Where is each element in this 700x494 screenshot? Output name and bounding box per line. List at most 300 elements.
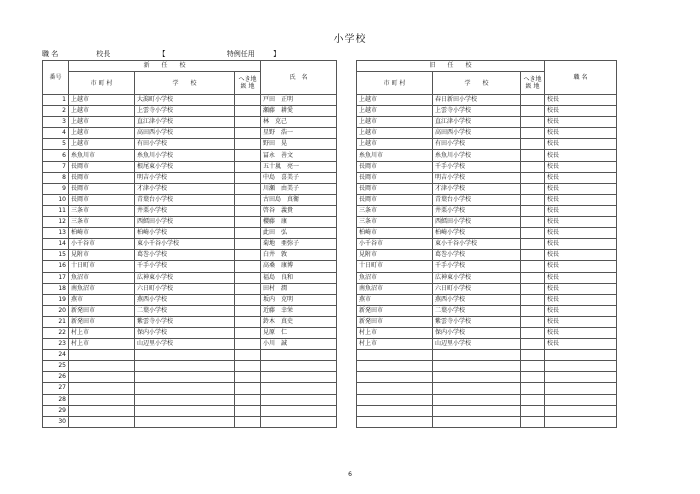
position-cell: 校長 bbox=[545, 283, 617, 294]
old-city-cell: 上越市 bbox=[357, 95, 433, 106]
gap-cell bbox=[337, 294, 357, 305]
position-cell: 校長 bbox=[545, 250, 617, 261]
position-cell: 校長 bbox=[545, 117, 617, 128]
old-city-cell: 長岡市 bbox=[357, 183, 433, 194]
old-remote-cell bbox=[521, 405, 545, 416]
position-cell: 校長 bbox=[545, 239, 617, 250]
header-name: 氏 名 bbox=[261, 61, 337, 95]
new-remote-cell bbox=[235, 150, 261, 161]
old-school-cell bbox=[433, 383, 521, 394]
old-remote-cell bbox=[521, 327, 545, 338]
old-remote-cell bbox=[521, 339, 545, 350]
person-name-cell: 此田 弘 bbox=[261, 228, 337, 239]
new-remote-cell bbox=[235, 95, 261, 106]
old-remote-cell bbox=[521, 272, 545, 283]
header-gap bbox=[337, 61, 357, 95]
gap-cell bbox=[337, 305, 357, 316]
person-name-cell bbox=[261, 383, 337, 394]
old-city-cell: 燕市 bbox=[357, 294, 433, 305]
old-school-cell: 明吉小学校 bbox=[433, 172, 521, 183]
new-remote-cell bbox=[235, 394, 261, 405]
table-row bbox=[43, 272, 617, 283]
new-city-cell: 三条市 bbox=[69, 217, 135, 228]
new-remote-cell bbox=[235, 294, 261, 305]
person-name-cell: 啓谷 義貴 bbox=[261, 205, 337, 216]
old-remote-cell bbox=[521, 239, 545, 250]
header-new-school: 新 任 校 bbox=[69, 61, 261, 72]
old-school-cell: 東小千谷小学校 bbox=[433, 239, 521, 250]
person-name-cell: 瀬藤 耕愛 bbox=[261, 106, 337, 117]
new-city-cell bbox=[69, 350, 135, 361]
row-number: 26 bbox=[43, 372, 69, 383]
table-row bbox=[43, 339, 617, 350]
row-number: 16 bbox=[43, 261, 69, 272]
new-school-cell: 西鱈田小学校 bbox=[135, 217, 235, 228]
new-city-cell: 上越市 bbox=[69, 106, 135, 117]
person-name-cell bbox=[261, 416, 337, 427]
old-city-cell: 村上市 bbox=[357, 327, 433, 338]
new-school-cell: 明吉小学校 bbox=[135, 172, 235, 183]
row-number: 14 bbox=[43, 239, 69, 250]
gap-cell bbox=[337, 139, 357, 150]
person-name-cell: 川瀬 由美子 bbox=[261, 183, 337, 194]
old-school-cell: 広神東小学校 bbox=[433, 272, 521, 283]
person-name-cell: 高桑 康博 bbox=[261, 261, 337, 272]
new-remote-cell bbox=[235, 161, 261, 172]
header-old-school-name: 学 校 bbox=[433, 72, 521, 95]
old-city-cell bbox=[357, 405, 433, 416]
new-city-cell: 魚沼市 bbox=[69, 272, 135, 283]
person-name-cell: 鈴木 真史 bbox=[261, 316, 337, 327]
gap-cell bbox=[337, 239, 357, 250]
gap-cell bbox=[337, 161, 357, 172]
person-name-cell: 星野 浩一 bbox=[261, 128, 337, 139]
row-number: 5 bbox=[43, 139, 69, 150]
old-school-cell: 有田小学校 bbox=[433, 139, 521, 150]
old-city-cell: 長岡市 bbox=[357, 194, 433, 205]
old-city-cell: 十日町市 bbox=[357, 261, 433, 272]
gap-cell bbox=[337, 316, 357, 327]
old-school-cell: 春日新田小学校 bbox=[433, 95, 521, 106]
old-city-cell: 上越市 bbox=[357, 139, 433, 150]
old-city-cell bbox=[357, 394, 433, 405]
new-city-cell bbox=[69, 394, 135, 405]
old-city-cell: 長岡市 bbox=[357, 161, 433, 172]
new-city-cell: 上越市 bbox=[69, 139, 135, 150]
old-school-cell: 西鱈田小学校 bbox=[433, 217, 521, 228]
new-city-cell: 柏崎市 bbox=[69, 228, 135, 239]
position-cell bbox=[545, 361, 617, 372]
table-row bbox=[43, 305, 617, 316]
old-remote-cell bbox=[521, 416, 545, 427]
person-name-cell: 小川 誠 bbox=[261, 339, 337, 350]
new-city-cell bbox=[69, 383, 135, 394]
new-city-cell: 長岡市 bbox=[69, 194, 135, 205]
person-name-cell: 櫻藤 康 bbox=[261, 217, 337, 228]
old-remote-cell bbox=[521, 205, 545, 216]
position-cell: 校長 bbox=[545, 327, 617, 338]
new-city-cell: 燕市 bbox=[69, 294, 135, 305]
position-cell: 校長 bbox=[545, 339, 617, 350]
old-city-cell: 南魚沼市 bbox=[357, 283, 433, 294]
new-school-cell: 柏崎小学校 bbox=[135, 228, 235, 239]
old-city-cell bbox=[357, 350, 433, 361]
old-school-cell: 柏崎小学校 bbox=[433, 228, 521, 239]
header-old-city: 市 町 村 bbox=[357, 72, 433, 95]
header-new-city: 市 町 村 bbox=[69, 72, 135, 95]
position-cell bbox=[545, 383, 617, 394]
new-remote-cell bbox=[235, 416, 261, 427]
new-city-cell: 小千谷市 bbox=[69, 239, 135, 250]
row-number: 11 bbox=[43, 205, 69, 216]
new-city-cell: 新発田市 bbox=[69, 305, 135, 316]
row-number: 28 bbox=[43, 394, 69, 405]
row-number: 7 bbox=[43, 161, 69, 172]
person-name-cell bbox=[261, 372, 337, 383]
gap-cell bbox=[337, 95, 357, 106]
row-number: 9 bbox=[43, 183, 69, 194]
old-remote-cell bbox=[521, 305, 545, 316]
table-row bbox=[43, 117, 617, 128]
person-name-cell: 古田島 真衛 bbox=[261, 194, 337, 205]
person-name-cell: 坂内 克明 bbox=[261, 294, 337, 305]
old-remote-cell bbox=[521, 217, 545, 228]
gap-cell bbox=[337, 405, 357, 416]
new-school-cell bbox=[135, 372, 235, 383]
position-cell: 校長 bbox=[545, 261, 617, 272]
old-school-cell bbox=[433, 350, 521, 361]
new-city-cell: 糸魚川市 bbox=[69, 150, 135, 161]
old-school-cell: 葛巻小学校 bbox=[433, 250, 521, 261]
table-row bbox=[43, 128, 617, 139]
old-city-cell: 上越市 bbox=[357, 106, 433, 117]
new-remote-cell bbox=[235, 239, 261, 250]
new-remote-cell bbox=[235, 261, 261, 272]
position-cell bbox=[545, 350, 617, 361]
old-city-cell: 三条市 bbox=[357, 205, 433, 216]
new-remote-cell bbox=[235, 272, 261, 283]
old-school-cell: 糸魚川小学校 bbox=[433, 150, 521, 161]
old-remote-cell bbox=[521, 350, 545, 361]
new-remote-cell bbox=[235, 350, 261, 361]
table-row bbox=[43, 394, 617, 405]
new-school-cell: 大潟町小学校 bbox=[135, 95, 235, 106]
new-city-cell: 長岡市 bbox=[69, 183, 135, 194]
new-city-cell: 新発田市 bbox=[69, 316, 135, 327]
table-row bbox=[43, 205, 617, 216]
old-school-cell bbox=[433, 372, 521, 383]
new-city-cell: 村上市 bbox=[69, 327, 135, 338]
person-name-cell: 菊地 亜弥子 bbox=[261, 239, 337, 250]
old-school-cell: 六日町小学校 bbox=[433, 283, 521, 294]
header-old-remote: へき地 級 地 bbox=[521, 72, 545, 95]
old-remote-cell bbox=[521, 183, 545, 194]
table-row bbox=[43, 294, 617, 305]
new-remote-cell bbox=[235, 117, 261, 128]
old-school-cell: 青葉台小学校 bbox=[433, 194, 521, 205]
person-name-cell: 白井 敦 bbox=[261, 250, 337, 261]
new-school-cell: 葛巻小学校 bbox=[135, 250, 235, 261]
position-cell: 校長 bbox=[545, 217, 617, 228]
old-remote-cell bbox=[521, 128, 545, 139]
new-school-cell: 有田小学校 bbox=[135, 139, 235, 150]
row-number: 2 bbox=[43, 106, 69, 117]
gap-cell bbox=[337, 228, 357, 239]
new-remote-cell bbox=[235, 183, 261, 194]
new-school-cell: 青葉台小学校 bbox=[135, 194, 235, 205]
table-row bbox=[43, 239, 617, 250]
header-new-remote: へき地 級 地 bbox=[235, 72, 261, 95]
row-number: 15 bbox=[43, 250, 69, 261]
person-name-cell: 見原 仁 bbox=[261, 327, 337, 338]
old-remote-cell bbox=[521, 228, 545, 239]
old-remote-cell bbox=[521, 383, 545, 394]
old-city-cell: 見附市 bbox=[357, 250, 433, 261]
new-school-cell: 燕西小学校 bbox=[135, 294, 235, 305]
position-cell bbox=[545, 405, 617, 416]
gap-cell bbox=[337, 383, 357, 394]
old-city-cell bbox=[357, 361, 433, 372]
gap-cell bbox=[337, 416, 357, 427]
table-row bbox=[43, 95, 617, 106]
new-city-cell: 長岡市 bbox=[69, 161, 135, 172]
old-school-cell: 高田西小学校 bbox=[433, 128, 521, 139]
old-remote-cell bbox=[521, 283, 545, 294]
old-school-cell bbox=[433, 361, 521, 372]
new-city-cell bbox=[69, 416, 135, 427]
row-number: 17 bbox=[43, 272, 69, 283]
new-school-cell: 上雲寺小学校 bbox=[135, 106, 235, 117]
table-row bbox=[43, 106, 617, 117]
row-number: 8 bbox=[43, 172, 69, 183]
table-row bbox=[43, 316, 617, 327]
old-city-cell: 新発田市 bbox=[357, 316, 433, 327]
new-remote-cell bbox=[235, 305, 261, 316]
gap-cell bbox=[337, 172, 357, 183]
row-number: 20 bbox=[43, 305, 69, 316]
old-city-cell: 糸魚川市 bbox=[357, 150, 433, 161]
position-cell: 校長 bbox=[545, 205, 617, 216]
position-cell: 校長 bbox=[545, 172, 617, 183]
position-cell: 校長 bbox=[545, 272, 617, 283]
old-city-cell: 上越市 bbox=[357, 117, 433, 128]
old-school-cell: 直江津小学校 bbox=[433, 117, 521, 128]
new-school-cell: 六日町小学校 bbox=[135, 283, 235, 294]
position-cell: 校長 bbox=[545, 150, 617, 161]
old-remote-cell bbox=[521, 372, 545, 383]
new-city-cell bbox=[69, 405, 135, 416]
person-name-cell bbox=[261, 405, 337, 416]
new-school-cell bbox=[135, 416, 235, 427]
new-school-cell bbox=[135, 350, 235, 361]
table-row bbox=[43, 150, 617, 161]
old-city-cell bbox=[357, 416, 433, 427]
table-row bbox=[43, 383, 617, 394]
new-remote-cell bbox=[235, 128, 261, 139]
new-city-cell: 上越市 bbox=[69, 128, 135, 139]
position-cell: 校長 bbox=[545, 95, 617, 106]
position-cell bbox=[545, 394, 617, 405]
new-school-cell: 高田西小学校 bbox=[135, 128, 235, 139]
gap-cell bbox=[337, 205, 357, 216]
new-remote-cell bbox=[235, 372, 261, 383]
old-city-cell bbox=[357, 372, 433, 383]
table-row bbox=[43, 372, 617, 383]
gap-cell bbox=[337, 283, 357, 294]
row-number: 10 bbox=[43, 194, 69, 205]
new-school-cell: 千手小学校 bbox=[135, 261, 235, 272]
row-number: 13 bbox=[43, 228, 69, 239]
header-number: 番号 bbox=[43, 61, 69, 95]
new-school-cell: 直江津小学校 bbox=[135, 117, 235, 128]
position-cell: 校長 bbox=[545, 161, 617, 172]
position-cell: 校長 bbox=[545, 305, 617, 316]
new-school-cell: 才津小学校 bbox=[135, 183, 235, 194]
position-cell: 校長 bbox=[545, 194, 617, 205]
row-number: 12 bbox=[43, 217, 69, 228]
row-number: 4 bbox=[43, 128, 69, 139]
person-name-cell: 冨永 善文 bbox=[261, 150, 337, 161]
old-city-cell: 柏崎市 bbox=[357, 228, 433, 239]
row-number: 1 bbox=[43, 95, 69, 106]
new-remote-cell bbox=[235, 283, 261, 294]
old-city-cell bbox=[357, 383, 433, 394]
new-remote-cell bbox=[235, 383, 261, 394]
old-city-cell: 魚沼市 bbox=[357, 272, 433, 283]
gap-cell bbox=[337, 128, 357, 139]
appointment-note: 特例任用 bbox=[226, 50, 255, 58]
new-school-cell: 保内小学校 bbox=[135, 327, 235, 338]
person-name-cell bbox=[261, 394, 337, 405]
row-number: 6 bbox=[43, 150, 69, 161]
old-school-cell bbox=[433, 405, 521, 416]
gap-cell bbox=[337, 117, 357, 128]
position-cell: 校長 bbox=[545, 228, 617, 239]
person-name-cell: 戸田 正明 bbox=[261, 95, 337, 106]
old-school-cell: 井栗小学校 bbox=[433, 205, 521, 216]
position-cell bbox=[545, 416, 617, 427]
old-remote-cell bbox=[521, 250, 545, 261]
old-remote-cell bbox=[521, 161, 545, 172]
new-remote-cell bbox=[235, 139, 261, 150]
old-city-cell: 上越市 bbox=[357, 128, 433, 139]
new-school-cell: 井栗小学校 bbox=[135, 205, 235, 216]
old-remote-cell bbox=[521, 194, 545, 205]
row-number: 23 bbox=[43, 339, 69, 350]
page-title: 小学校 bbox=[333, 34, 367, 45]
person-name-cell: 福島 良和 bbox=[261, 272, 337, 283]
old-remote-cell bbox=[521, 150, 545, 161]
row-number: 27 bbox=[43, 383, 69, 394]
gap-cell bbox=[337, 217, 357, 228]
gap-cell bbox=[337, 106, 357, 117]
new-remote-cell bbox=[235, 106, 261, 117]
new-city-cell: 上越市 bbox=[69, 117, 135, 128]
new-city-cell: 南魚沼市 bbox=[69, 283, 135, 294]
gap-cell bbox=[337, 150, 357, 161]
old-remote-cell bbox=[521, 261, 545, 272]
position-cell: 校長 bbox=[545, 139, 617, 150]
new-school-cell: 糸魚川小学校 bbox=[135, 150, 235, 161]
row-number: 19 bbox=[43, 294, 69, 305]
table-row bbox=[43, 405, 617, 416]
new-remote-cell bbox=[235, 361, 261, 372]
old-city-cell: 村上市 bbox=[357, 339, 433, 350]
new-remote-cell bbox=[235, 217, 261, 228]
gap-cell bbox=[337, 394, 357, 405]
new-school-cell bbox=[135, 394, 235, 405]
person-name-cell: 五十嵐 亮一 bbox=[261, 161, 337, 172]
position-value: 校長 bbox=[96, 50, 111, 58]
old-remote-cell bbox=[521, 394, 545, 405]
gap-cell bbox=[337, 183, 357, 194]
gap-cell bbox=[337, 372, 357, 383]
gap-cell bbox=[337, 194, 357, 205]
old-remote-cell bbox=[521, 139, 545, 150]
gap-cell bbox=[337, 339, 357, 350]
old-school-cell: 紫雲寺小学校 bbox=[433, 316, 521, 327]
table-row bbox=[43, 161, 617, 172]
new-remote-cell bbox=[235, 205, 261, 216]
table-row bbox=[43, 327, 617, 338]
position-cell: 校長 bbox=[545, 183, 617, 194]
person-name-cell bbox=[261, 361, 337, 372]
new-remote-cell bbox=[235, 316, 261, 327]
row-number: 29 bbox=[43, 405, 69, 416]
new-city-cell: 見附市 bbox=[69, 250, 135, 261]
old-school-cell: 保内小学校 bbox=[433, 327, 521, 338]
old-school-cell: 二葉小学校 bbox=[433, 305, 521, 316]
old-remote-cell bbox=[521, 117, 545, 128]
table-row bbox=[43, 194, 617, 205]
row-number: 22 bbox=[43, 327, 69, 338]
table-row bbox=[43, 261, 617, 272]
new-remote-cell bbox=[235, 194, 261, 205]
table-row bbox=[43, 350, 617, 361]
new-remote-cell bbox=[235, 228, 261, 239]
gap-cell bbox=[337, 361, 357, 372]
old-school-cell: 上雲寺小学校 bbox=[433, 106, 521, 117]
page-number: 6 bbox=[348, 471, 352, 478]
gap-cell bbox=[337, 261, 357, 272]
new-city-cell bbox=[69, 372, 135, 383]
new-school-cell: 二葉小学校 bbox=[135, 305, 235, 316]
old-remote-cell bbox=[521, 361, 545, 372]
row-number: 24 bbox=[43, 350, 69, 361]
table-row bbox=[43, 183, 617, 194]
new-school-cell bbox=[135, 405, 235, 416]
old-remote-cell bbox=[521, 172, 545, 183]
position-line bbox=[42, 49, 280, 59]
row-number: 25 bbox=[43, 361, 69, 372]
new-remote-cell bbox=[235, 250, 261, 261]
person-name-cell: 林 克己 bbox=[261, 117, 337, 128]
old-city-cell: 新発田市 bbox=[357, 305, 433, 316]
transfer-table bbox=[42, 60, 617, 428]
old-school-cell: 才津小学校 bbox=[433, 183, 521, 194]
position-cell: 校長 bbox=[545, 128, 617, 139]
new-school-cell: 紫雲寺小学校 bbox=[135, 316, 235, 327]
table-row bbox=[43, 228, 617, 239]
position-cell: 校長 bbox=[545, 294, 617, 305]
old-school-cell: 千手小学校 bbox=[433, 161, 521, 172]
new-school-cell: 広神東小学校 bbox=[135, 272, 235, 283]
old-city-cell: 小千谷市 bbox=[357, 239, 433, 250]
new-city-cell: 村上市 bbox=[69, 339, 135, 350]
new-school-cell: 山辺里小学校 bbox=[135, 339, 235, 350]
row-number: 30 bbox=[43, 416, 69, 427]
bracket-close: 】 bbox=[273, 50, 281, 58]
